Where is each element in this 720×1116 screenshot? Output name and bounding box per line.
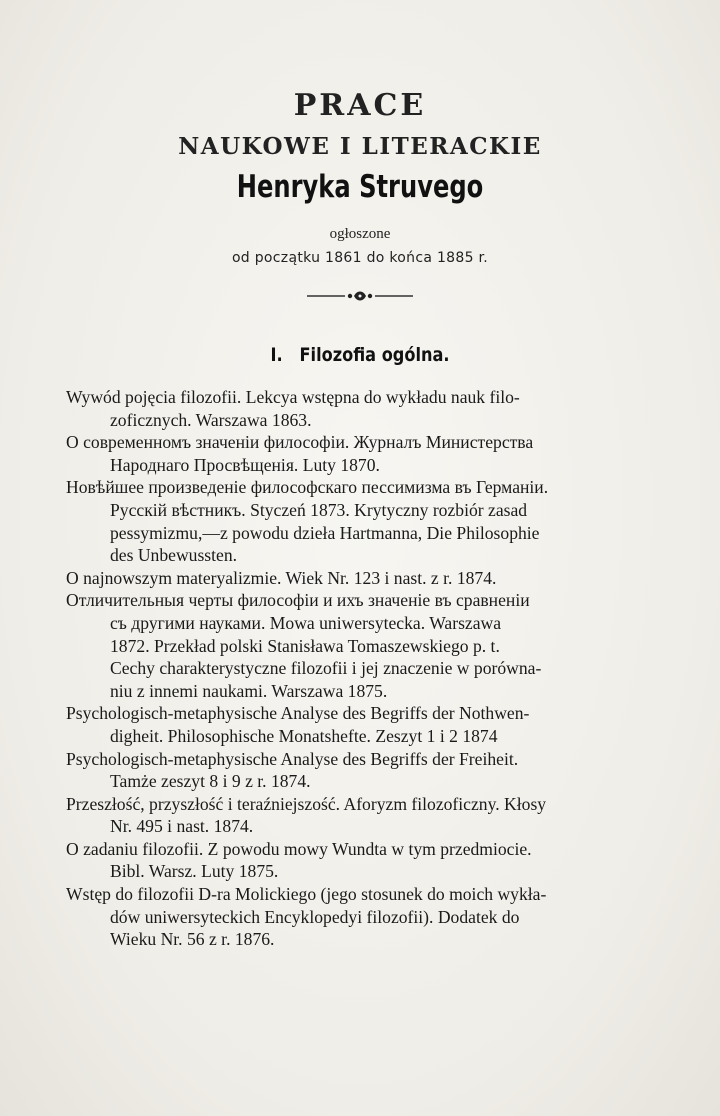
- entry: [66, 386, 656, 431]
- entry-line: niu z innemi naukami. Warszawa 1875.: [110, 680, 388, 701]
- entry-line: pessymizmu,—z powodu dzieła Hartmanna, Die Philosophie: [110, 522, 540, 543]
- entry-line: О современномъ значеніи философіи. Журналъ Министерства: [66, 432, 534, 453]
- entry-line: Psychologisch-metaphysische Analyse des Begriffs der Freiheit.: [66, 748, 519, 769]
- entry-line: Русскій вѣстникъ. Styczeń 1873. Krytyczny rozbiór zasad: [110, 499, 528, 520]
- entry-line: Tamże zeszyt 8 i 9 z r. 1874.: [110, 771, 311, 792]
- entry-line: Народнаго Просвѣщенія. Luty 1870.: [110, 454, 380, 475]
- section-title: Filozofia ogólna.: [299, 344, 450, 366]
- section-number: I.: [270, 344, 283, 366]
- entry-line: Cechy charakterystyczne filozofii i jej znaczenie w porówna-: [110, 658, 542, 679]
- entry-line: dów uniwersyteckich Encyklopedyi filozofii). Dodatek do: [110, 906, 520, 927]
- subtitle: NAUKOWE I LITERACKIE: [178, 133, 542, 160]
- entry-line: Bibl. Warsz. Luty 1875.: [110, 861, 279, 882]
- entry: [66, 567, 656, 590]
- section-heading: [54, 344, 666, 366]
- entry-line: Wywód pojęcia filozofii. Lekcya wstępna do wykładu nauk filo-: [66, 387, 520, 407]
- entry-line: Psychologisch-metaphysische Analyse des Begriffs der Nothwen-: [66, 703, 530, 724]
- entry: [66, 589, 656, 702]
- entry: [66, 702, 656, 747]
- author-name: Henryka Struvego: [236, 169, 484, 205]
- entry-line: Przeszłość, przyszłość i teraźniejszość. Aforyzm filozoficzny. Kłosy: [66, 793, 547, 814]
- entry-line: des Unbewussten.: [110, 545, 238, 566]
- entry: [66, 838, 656, 883]
- entry-line: O zadaniu filozofii. Z powodu mowy Wundta w tym przedmiocie.: [66, 838, 532, 859]
- entry-list: [66, 386, 656, 951]
- entry: [66, 748, 656, 793]
- entry-line: Отличительныя черты философіи и ихъ значеніе въ сравненіи: [66, 590, 530, 611]
- entry-line: Новѣйшее произведеніе философскаго пессимизма въ Германіи.: [66, 477, 549, 498]
- entry-line: Wieku Nr. 56 z r. 1876.: [110, 929, 275, 950]
- entry-line: digheit. Philosophische Monatshefte. Zeszyt 1 i 2 1874: [110, 725, 498, 746]
- entry: [66, 883, 656, 951]
- published-label: ogłoszone: [329, 226, 391, 242]
- entry-line: Wstęp do filozofii D-ra Molickiego (jego stosunek do moich wykła-: [66, 884, 547, 905]
- entry-line: zoficznych. Warszawa 1863.: [110, 409, 312, 430]
- entry: [66, 476, 656, 566]
- entry-line: Nr. 495 i nast. 1874.: [110, 816, 254, 837]
- entry-line: съ другими науками. Mowa uniwersytecka. Warszawa: [110, 612, 502, 633]
- entry-line: O najnowszym materyalizmie. Wiek Nr. 123 i nast. z r. 1874.: [66, 567, 497, 588]
- period-line: od początku 1861 do końca 1885 r.: [231, 250, 489, 266]
- entry: [66, 431, 656, 476]
- entry-line: 1872. Przekład polski Stanisława Tomaszewskiego p. t.: [110, 635, 500, 656]
- title: PRACE: [293, 88, 427, 123]
- entry: [66, 793, 656, 838]
- ornament-divider: [0, 288, 720, 304]
